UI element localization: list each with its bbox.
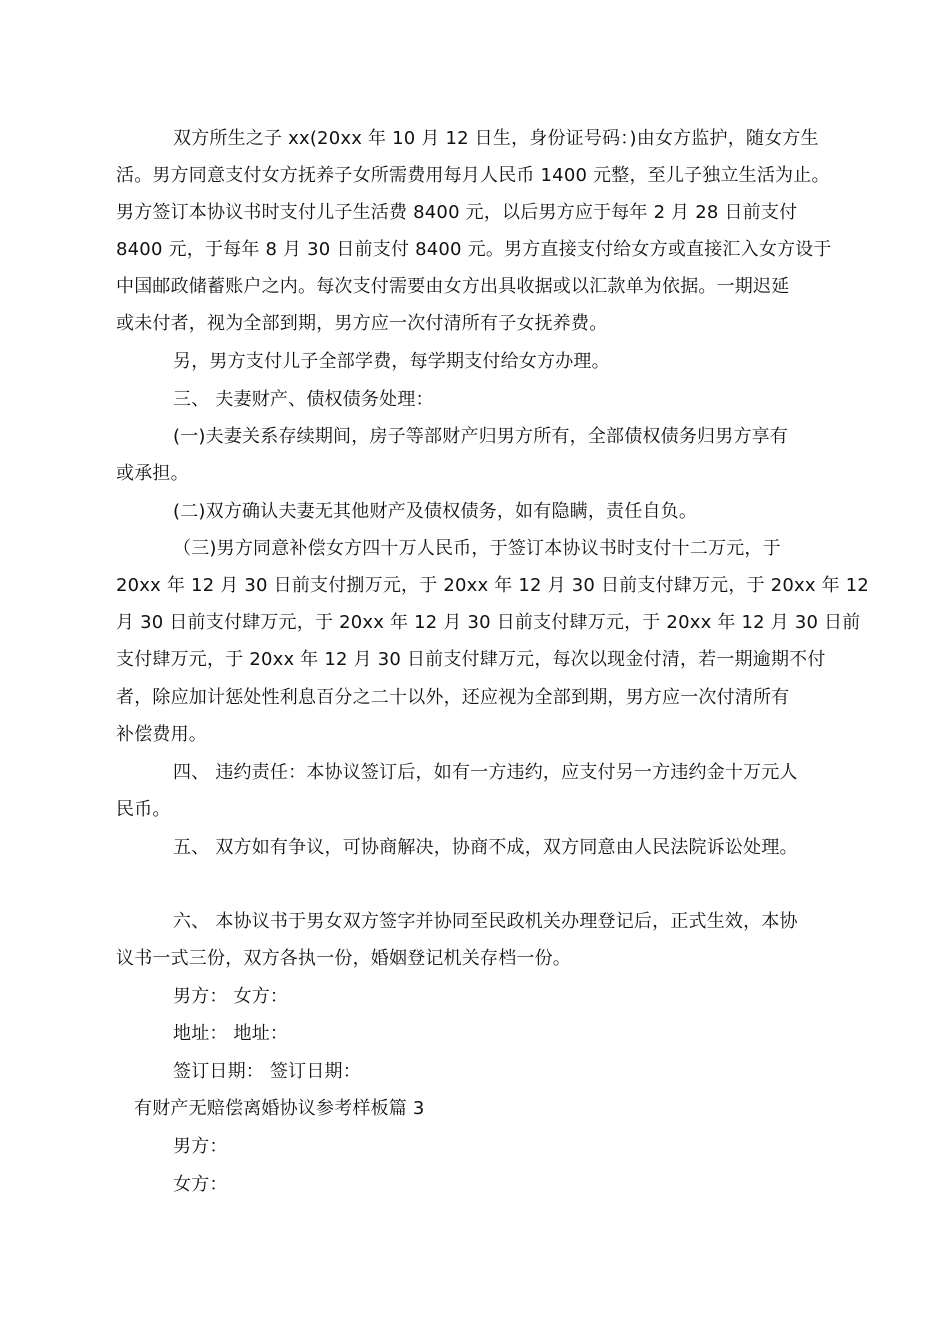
section-effective-line-2: 议书一式三份，双方各执一份，婚姻登记机关存档一份。 [116, 948, 571, 969]
section-heading-property: 三、 夫妻财产、债权债务处理： [173, 389, 434, 410]
signature-parties: 男方： 女方： [173, 986, 289, 1007]
template-title: 有财产无赔偿离婚协议参考样板篇 3 [134, 1098, 425, 1119]
clause-property-2: (二)双方确认夫妻无其他财产及债权债务，如有隐瞒，责任自负。 [173, 501, 698, 522]
clause-property-3-line-5: 者，除应加计惩处性利息百分之二十以外，还应视为全部到期，男方应一次付清所有 [116, 687, 790, 708]
section-dispute: 五、 双方如有争议，可协商解决，协商不成，双方同意由人民法院诉讼处理。 [173, 837, 798, 858]
clause-property-1-line-1: (一)夫妻关系存续期间，房子等部财产归男方所有，全部债权债务归男方享有 [173, 426, 789, 447]
party-female-label: 女方： [173, 1174, 228, 1195]
paragraph-tuition: 另，男方支付儿子全部学费，每学期支付给女方办理。 [173, 351, 610, 372]
section-breach-line-1: 四、 违约责任：本协议签订后，如有一方违约，应支付另一方违约金十万元人 [173, 762, 798, 783]
signature-date: 签订日期： 签订日期： [173, 1061, 361, 1082]
paragraph-child-custody-line-1: 双方所生之子 xx(20xx 年 10 月 12 日生，身份证号码：)由女方监护，随女方生 [173, 128, 819, 149]
clause-property-1-line-2: 或承担。 [116, 463, 189, 484]
clause-property-3-line-2: 20xx 年 12 月 30 日前支付捌万元，于 20xx 年 12 月 30 日前支付肆万元，于 20xx 年 12 [116, 575, 870, 596]
paragraph-child-custody-line-4: 8400 元，于每年 8 月 30 日前支付 8400 元。男方直接支付给女方或直接汇入女方设于 [116, 239, 832, 260]
clause-property-3-line-3: 月 30 日前支付肆万元，于 20xx 年 12 月 30 日前支付肆万元，于 20xx 年 12 月 30 日前 [116, 612, 861, 633]
clause-property-3-line-1: （三)男方同意补偿女方四十万人民币，于签订本协议书时支付十二万元，于 [173, 538, 781, 559]
party-male-label: 男方： [173, 1136, 228, 1157]
section-effective-line-1: 六、 本协议书于男女双方签字并协同至民政机关办理登记后，正式生效，本协 [173, 911, 798, 932]
paragraph-child-custody-line-2: 活。男方同意支付女方抚养子女所需费用每月人民币 1400 元整，至儿子独立生活为止。 [116, 165, 830, 186]
section-breach-line-2: 民币。 [116, 799, 171, 820]
clause-property-3-line-4: 支付肆万元，于 20xx 年 12 月 30 日前支付肆万元，每次以现金付清，若一期逾期不付 [116, 649, 826, 670]
paragraph-child-custody-line-3: 男方签订本协议书时支付儿子生活费 8400 元，以后男方应于每年 2 月 28 日前支付 [116, 202, 798, 223]
clause-property-3-line-6: 补偿费用。 [116, 724, 207, 745]
signature-address: 地址： 地址： [173, 1023, 289, 1044]
paragraph-child-custody-line-5: 中国邮政储蓄账户之内。每次支付需要由女方出具收据或以汇款单为依据。一期迟延 [116, 276, 790, 297]
paragraph-child-custody-line-6: 或未付者，视为全部到期，男方应一次付清所有子女抚养费。 [116, 313, 608, 334]
